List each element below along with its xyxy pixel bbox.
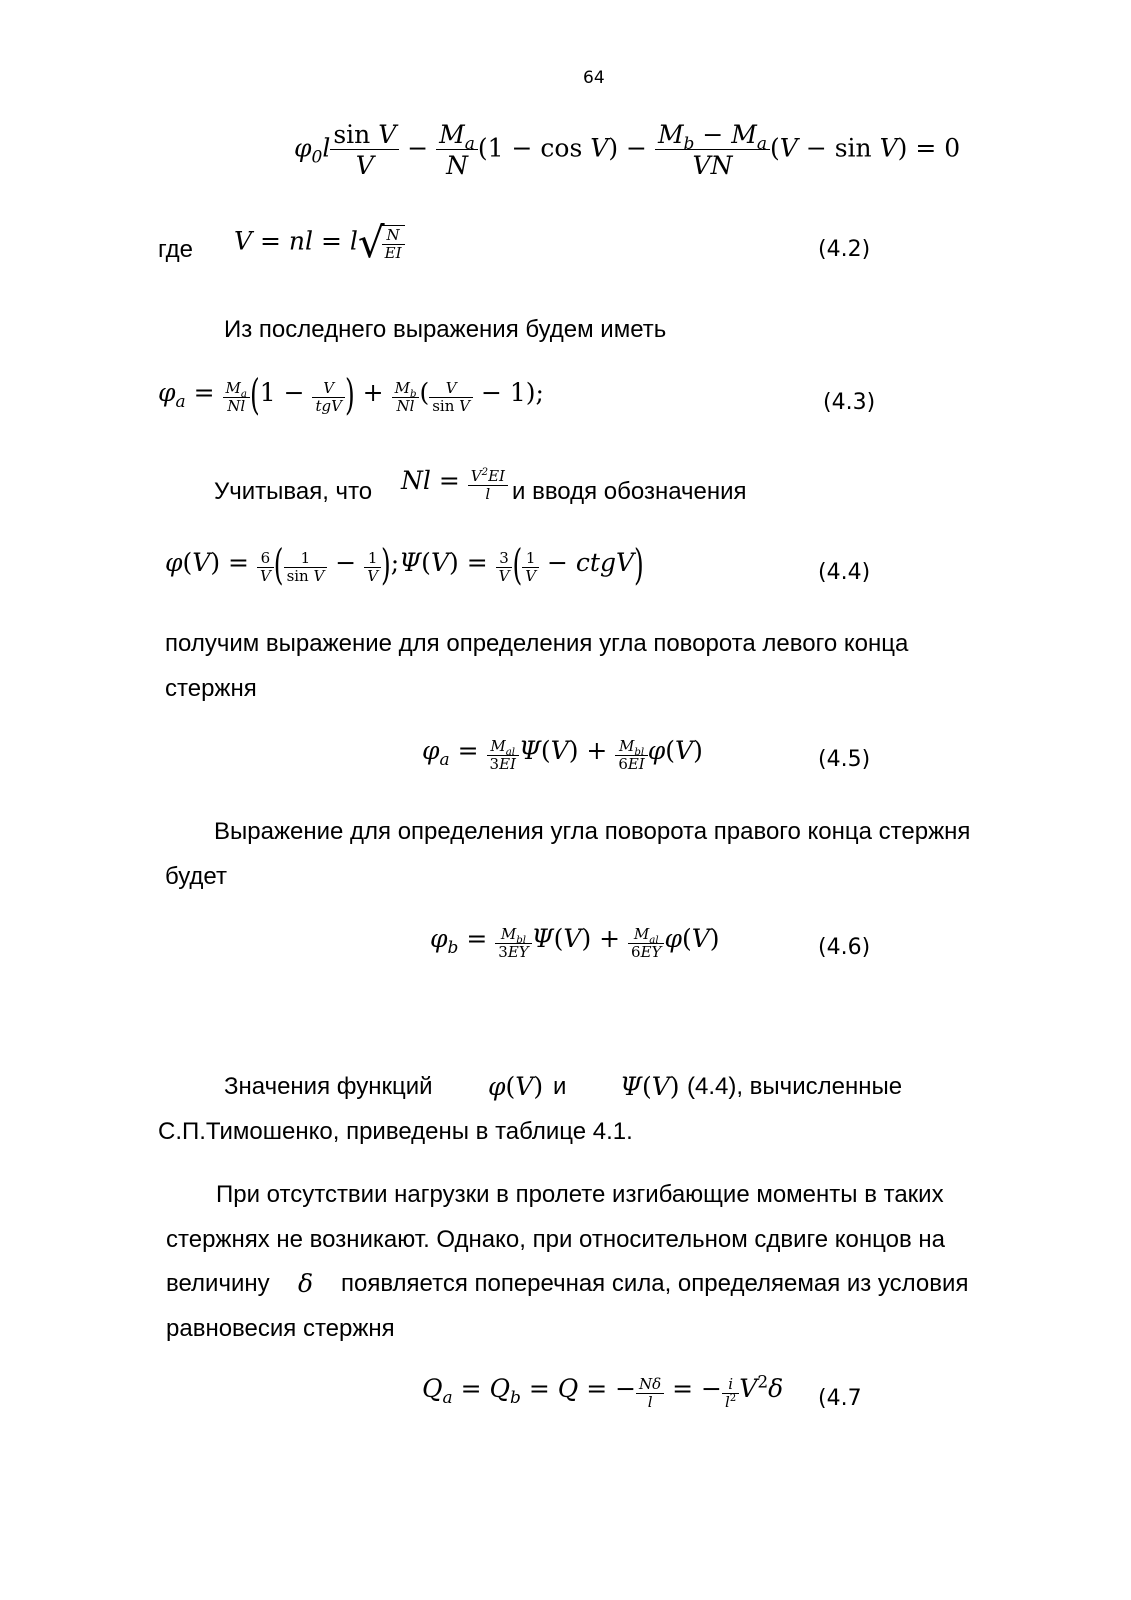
equation-main: $\varphi_0l$ $\frac{\text{sin V}}{V}$ − $\frac{M_a}{N}$ (1 − cos V) − $\frac{M_b - M_a}{VN}$ (V − sin V) = 0 xyxy=(294,120,961,180)
paragraph-4-line-2: будет xyxy=(165,863,227,890)
paragraph-6-line-3-start: величину xyxy=(166,1270,270,1297)
equation-4-4: φ(V) = $\frac{6}{V}$ ( $\frac{1}{\text{sin V}}$ − $\frac{1}{V}$ );Ψ(V) = $\frac{3}{V}$ ( $\frac{1}{V}$ − ctgV) xyxy=(165,539,644,590)
paragraph-2-start: Учитывая, что xyxy=(214,478,373,505)
paragraph-5-and: и xyxy=(553,1073,567,1100)
paragraph-6-line-4: равновесия стержня xyxy=(166,1315,395,1342)
equation-number-4-7: (4.7 xyxy=(818,1386,862,1411)
paragraph-3-line-2: стержня xyxy=(165,675,257,702)
paragraph-5-start: Значения функций xyxy=(224,1073,433,1100)
paragraph-5-end: (4.4), вычисленные xyxy=(687,1073,903,1100)
paragraph-3-line-1: получим выражение для определения угла поворота левого конца xyxy=(165,630,909,657)
equation-number-4-4: (4.4) xyxy=(818,560,871,585)
paragraph-6-line-1: При отсутствии нагрузки в пролете изгибающие моменты в таких xyxy=(216,1181,944,1208)
paragraph-2-end: и вводя обозначения xyxy=(512,478,747,505)
equation-4-5: $\varphi_a$ = $\frac{M_{al}}{3EI}$ Ψ(V) + $\frac{M_{bl}}{6EI}$ φ(V) xyxy=(422,736,703,773)
paragraph-6-line-2: стержнях не возникают. Однако, при относительном сдвиге концов на xyxy=(166,1226,946,1253)
inline-delta: δ xyxy=(298,1269,314,1298)
inline-phi-v: φ(V) xyxy=(488,1072,544,1101)
equation-inline-nl: Nl = $\frac{V^2EI}{l}$ xyxy=(401,468,508,502)
paragraph-5-line-2: С.П.Тимошенко, приведены в таблице 4.1. xyxy=(158,1118,633,1145)
equation-4-2: V = nl = l√ $\frac{N}{EI}$ xyxy=(234,222,405,264)
equation-4-7: $Q_a = Q_b = Q$ = − $\frac{N\delta}{l}$ = − $\frac{i}{l^2}$ $V^2\delta$ xyxy=(422,1372,784,1411)
where-label: где xyxy=(158,236,194,263)
equation-number-4-5: (4.5) xyxy=(818,747,871,772)
equation-number-4-2: (4.2) xyxy=(818,237,871,262)
equation-4-3: $\varphi_a$ = $\frac{M_a}{Nl}$ (1 − $\frac{V}{\text{tgV}}$ ) + $\frac{M_b}{Nl}$ ( $\frac{V}{\text{sin V}}$ − 1); xyxy=(158,369,544,420)
paragraph-6-line-3-end: появляется поперечная сила, определяемая из условия xyxy=(341,1270,969,1297)
inline-psi-v: Ψ(V) xyxy=(620,1072,680,1101)
equation-4-6: $\varphi_b$ = $\frac{M_{bl}}{3EY}$ Ψ(V) + $\frac{M_{al}}{6EY}$ φ(V) xyxy=(430,924,720,961)
paragraph-4-line-1: Выражение для определения угла поворота правого конца стержня xyxy=(214,818,971,845)
paragraph-1: Из последнего выражения будем иметь xyxy=(224,316,667,343)
equation-number-4-6: (4.6) xyxy=(818,935,871,960)
page-number: 64 xyxy=(583,68,605,88)
equation-number-4-3: (4.3) xyxy=(823,390,876,415)
